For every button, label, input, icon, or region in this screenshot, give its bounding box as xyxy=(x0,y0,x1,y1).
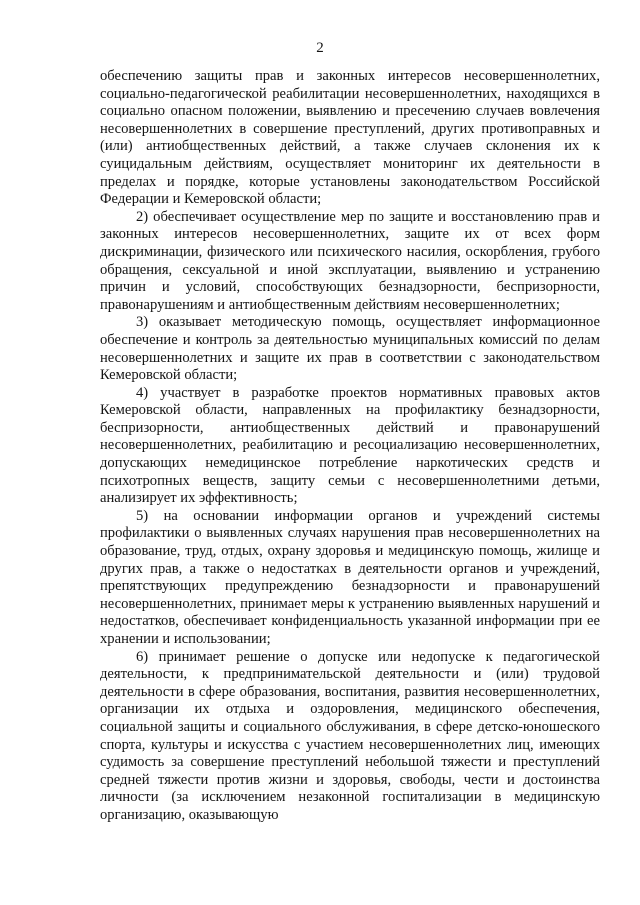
document-body xyxy=(100,68,600,825)
paragraph-item-6: 6) принимает решение о допуске или недопуске к педагогической деятельности, к предпринимательской деятельности и (или) трудовой деятельности в сфере образования, воспитания, развития несовершеннолетних, организации их отдыха и оздоровления, медицинского обеспечения, социальной защиты и социального обслуживания, в сфере детско-юношеского спорта, культуры и искусства с участием несовершеннолетних лиц, имеющих судимость за совершение преступлений небольшой тяжести и преступлений средней тяжести против жизни и здоровья, свободы, чести и достоинства личности (за исключением незаконной госпитализации в медицинскую организацию, оказывающую xyxy=(100,648,600,823)
page-number: 2 xyxy=(316,40,324,56)
paragraph-item-4: 4) участвует в разработке проектов нормативных правовых актов Кемеровской области, направленных на профилактику безнадзорности, беспризорности, антиобщественных действий и правонарушений несовершеннолетних, реабилитацию и ресоциализацию несовершеннолетних, допускающих немедицинское потребление наркотических средств и психотропных веществ, защиту семьи с несовершеннолетними детьми, анализирует их эффективность; xyxy=(100,384,600,507)
paragraph-item-3: 3) оказывает методическую помощь, осуществляет информационное обеспечение и контроль за деятельностью муниципальных комиссий по делам несовершеннолетних и защите их прав в соответствии с законодательством Кемеровской области; xyxy=(100,314,600,384)
paragraph-item-5: 5) на основании информации органов и учреждений системы профилактики о выявленных случаях нарушения прав несовершеннолетних на образование, труд, отдых, охрану здоровья и медицинскую помощь, жилище и других прав, а также о недостатках в деятельности органов и учреждений, препятствующих предупреждению безнадзорности и правонарушений несовершеннолетних, принимает меры к устранению выявленных нарушений и недостатков, обеспечивает конфиденциальность указанной информации при ее хранении и использовании; xyxy=(100,507,600,647)
paragraph-continuation: обеспечению защиты прав и законных интересов несовершеннолетних, социально-педагогической реабилитации несовершеннолетних, находящихся в социально опасном положении, выявлению и пресечению случаев вовлечения несовершеннолетних в совершение преступлений, других противоправных и (или) антиобщественных действий, а также случаев склонения их к суицидальным действиям, осуществляет мониторинг их деятельности в пределах и порядке, которые установлены законодательством Российской Федерации и Кемеровской области; xyxy=(100,68,600,208)
paragraph-item-2: 2) обеспечивает осуществление мер по защите и восстановлению прав и законных интересов несовершеннолетних, защите их от всех форм дискриминации, физического или психического насилия, оскорбления, грубого обращения, сексуальной и иной эксплуатации, выявлению и устранению причин и условий, способствующих безнадзорности, беспризорности, правонарушениям и антиобщественным действиям несовершеннолетних; xyxy=(100,208,600,313)
